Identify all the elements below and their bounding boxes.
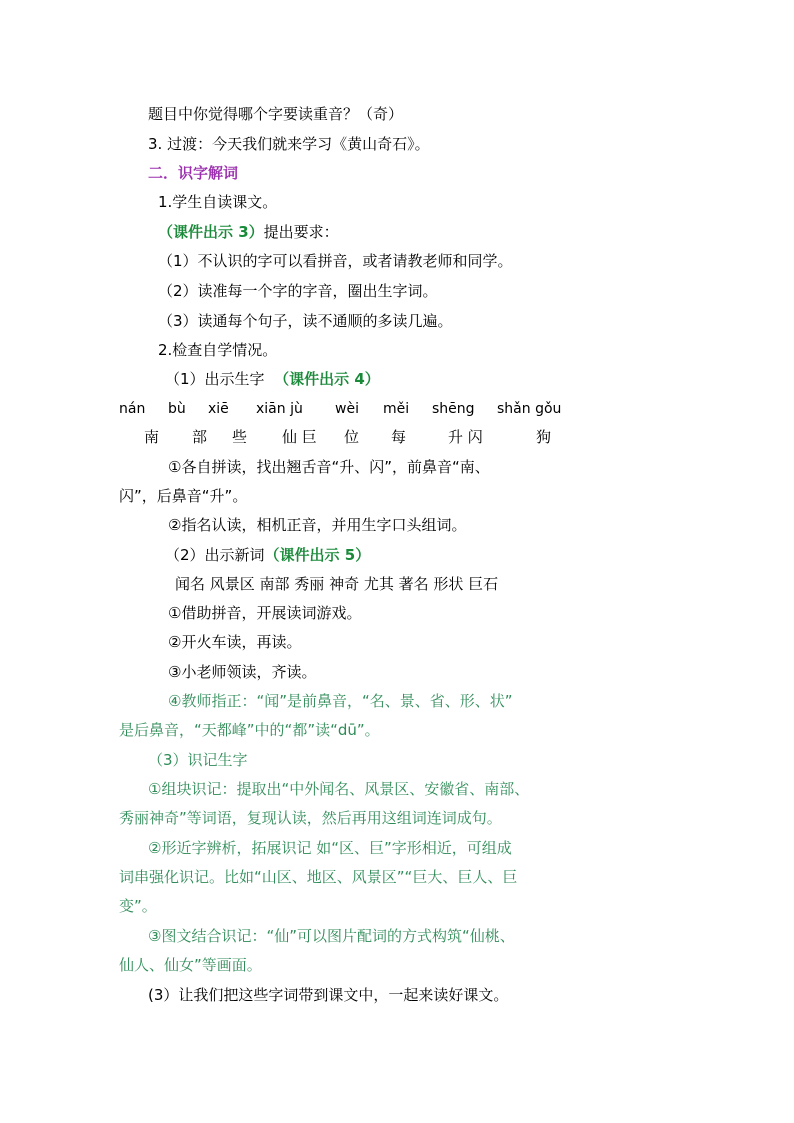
show-words-label: （2）出示新词 [165, 546, 265, 564]
text-line-similar-b: 词串强化识记。比如“山区、地区、风景区”“巨大、巨人、巨 [119, 868, 518, 886]
text-line-transition: 3. 过渡：今天我们就来学习《黄山奇石》。 [148, 135, 430, 153]
text-line-check: 2.检查自学情况。 [158, 341, 278, 359]
text-line-lead: ③小老师领读，齐读。 [168, 663, 317, 681]
new-words-list: 闻名 风景区 南部 秀丽 神奇 尤其 著名 形状 巨石 [175, 575, 499, 593]
pinyin-2: bù [168, 401, 186, 417]
char-7: 升 闪 [448, 428, 483, 446]
text-line-question: 题目中你觉得哪个字要读重音？（奇） [148, 105, 404, 123]
text-line-chunk-a: ①组块识记：提取出“中外闻名、风景区、安徽省、南部、 [148, 780, 530, 798]
char-8: 狗 [536, 428, 552, 446]
courseware-label-5: （课件出示 5） [264, 546, 371, 564]
char-5: 位 [344, 428, 360, 446]
list-item-req-1: （1）不认识的字可以看拼音，或者请教老师和同学。 [158, 252, 513, 270]
char-3: 些 [232, 428, 248, 446]
text-line-chunk-b: 秀丽神奇”等词语，复现认读，然后再用这组词连词成句。 [119, 809, 502, 827]
pinyin-1: nán [119, 401, 146, 417]
text-line-similar-c: 变”。 [119, 897, 157, 915]
text-line-image-a: ③图文结合识记：“仙”可以图片配词的方式构筑“仙桃、 [148, 927, 515, 945]
text-line-spell-a: ①各自拼读，找出翘舌音“升、闪”，前鼻音“南、 [168, 458, 490, 476]
courseware-label-3: （课件出示 3） [158, 223, 264, 241]
pinyin-8: shǎn gǒu [497, 401, 562, 417]
text-line-correct-b: 是后鼻音，“天都峰”中的“都”读“dū”。 [119, 721, 380, 739]
text-line-game: ①借助拼音，开展读词游戏。 [168, 604, 362, 622]
char-6: 每 [391, 428, 407, 446]
section-heading-2: 二．识字解词 [148, 164, 239, 182]
text-line-show-chars [165, 369, 380, 389]
list-item-req-2: （2）读准每一个字的字音，圈出生字词。 [158, 282, 438, 300]
text-line-correct-a: ④教师指正：“闻”是前鼻音，“名、景、省、形、状” [168, 692, 513, 710]
text-line-self-read: 1.学生自读课文。 [158, 193, 278, 211]
pinyin-7: shēng [432, 401, 475, 417]
pinyin-3: xiē [208, 401, 229, 417]
char-2: 部 [192, 428, 208, 446]
text-line-image-b: 仙人、仙女”等画面。 [119, 956, 262, 974]
text-line-show-words [165, 545, 370, 565]
text-line-train: ②开火车读，再读。 [168, 633, 302, 651]
text-line-requirements [158, 222, 339, 242]
list-item-req-3: （3）读通每个句子，读不通顺的多读几遍。 [158, 312, 453, 330]
requirements-label: 提出要求： [263, 223, 339, 241]
text-line-spell-b: 闪”，后鼻音“升”。 [119, 487, 248, 505]
pinyin-4: xiān jù [256, 401, 303, 417]
text-line-similar-a: ②形近字辨析，拓展识记 如“区、巨”字形相近，可组成 [148, 839, 512, 857]
pinyin-5: wèi [335, 401, 359, 417]
pinyin-6: měi [383, 401, 410, 417]
char-4: 仙 巨 [282, 428, 317, 446]
char-1: 南 [144, 428, 160, 446]
courseware-label-4: （课件出示 4） [274, 370, 380, 388]
text-line-closing: (3）让我们把这些字词带到课文中，一起来读好课文。 [148, 986, 509, 1004]
show-chars-label: （1）出示生字 [165, 370, 265, 388]
text-line-memorize-heading: （3）识记生字 [148, 751, 248, 769]
text-line-name-read: ②指名认读，相机正音，并用生字口头组词。 [168, 516, 467, 534]
